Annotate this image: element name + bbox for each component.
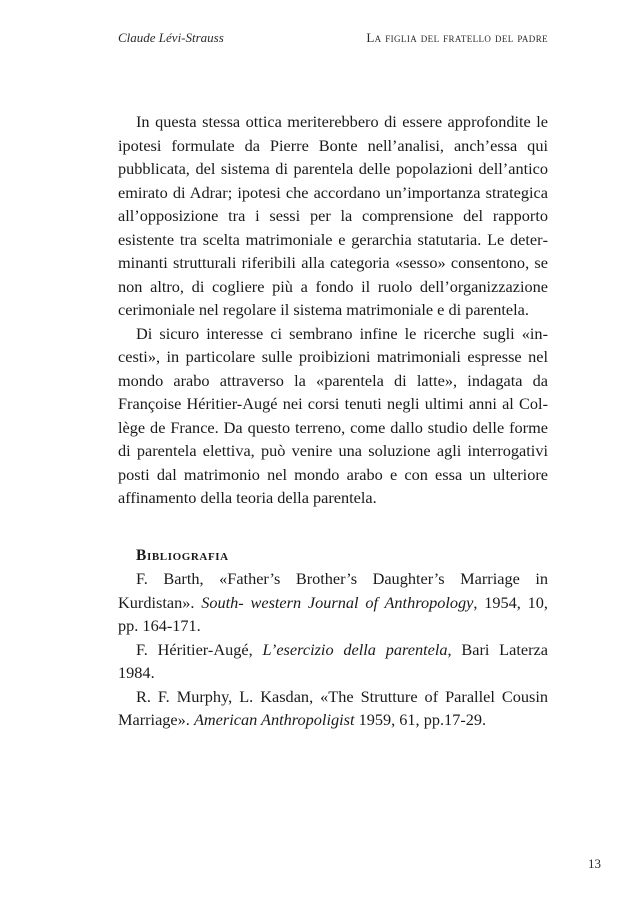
- bibliography-entry: [118, 638, 548, 685]
- bibliography-entry-text: , 1954, 10, pp. 164-171.: [118, 592, 549, 635]
- page-number: 13: [588, 856, 601, 871]
- running-head: [118, 30, 548, 50]
- bibliography-entry-title: L’esercizio della parentela: [262, 639, 448, 659]
- bibliography-heading: Bibliografia: [136, 546, 229, 564]
- bibliography-entry-text: F. Héritier-Augé,: [136, 639, 263, 659]
- bibliography-entry-text: R. F. Murphy, L. Kasdan, «The Strutture of Parallel Cousin Marriage».: [118, 686, 548, 729]
- body-paragraph: In questa stessa ottica meriterebbero di essere approfondite le ipotesi formulate da Pierre Bonte nell’analisi, anch’essa qui pubblicata, del sistema di parentela delle popolazioni dell’antico emirato di Adrar; ipotesi che accordano un’importanza strategica all’opposizione tra i sessi per la comprensione del rapporto esistente tra scelta matrimoniale e gerarchia statutaria. Le determinanti strutturali riferibili alla categoria «sesso» consentono, se non altro, di cogliere più a fondo il ruolo dell’organizzazione cerimoniale nel regolare il sistema matrimoniale e di parentela.: [118, 112, 548, 319]
- bibliography-entry: [118, 685, 548, 732]
- bibliography-entry-title: South- western Journal of Anthropology: [201, 592, 474, 612]
- bibliography-entry-text: , Bari Laterza 1984.: [118, 639, 548, 682]
- running-head-author: Claude Lévi-Strauss: [118, 30, 224, 45]
- body-paragraph: Di sicuro interesse ci sembrano infine le ricerche sugli «incesti», in particolare sulle proibizioni matrimoniali espresse nel mondo arabo attraverso la «parentela di latte», indagata da Françoise Héritier-Augé nei corsi tenuti negli ultimi anni al Collège de France. Da questo terreno, come dallo studio delle forme di parentela elettiva, può venire una soluzione agli interrogativi posti dal matrimonio nel mondo arabo e con essa un ulteriore affinamento della teoria della parentela.: [118, 323, 548, 507]
- bibliography-entry-text: F. Barth, «Father’s Brother’s Daughter’s Marriage in Kurdistan».: [118, 569, 548, 612]
- bibliography-entry-text: 1959, 61, pp.17-29.: [354, 710, 487, 729]
- bibliography-entry-title: American Anthropoligist: [193, 710, 355, 729]
- main-text: [118, 110, 548, 732]
- bibliography-entry: [118, 567, 548, 638]
- running-head-title: La figlia del fratello del padre: [366, 30, 548, 45]
